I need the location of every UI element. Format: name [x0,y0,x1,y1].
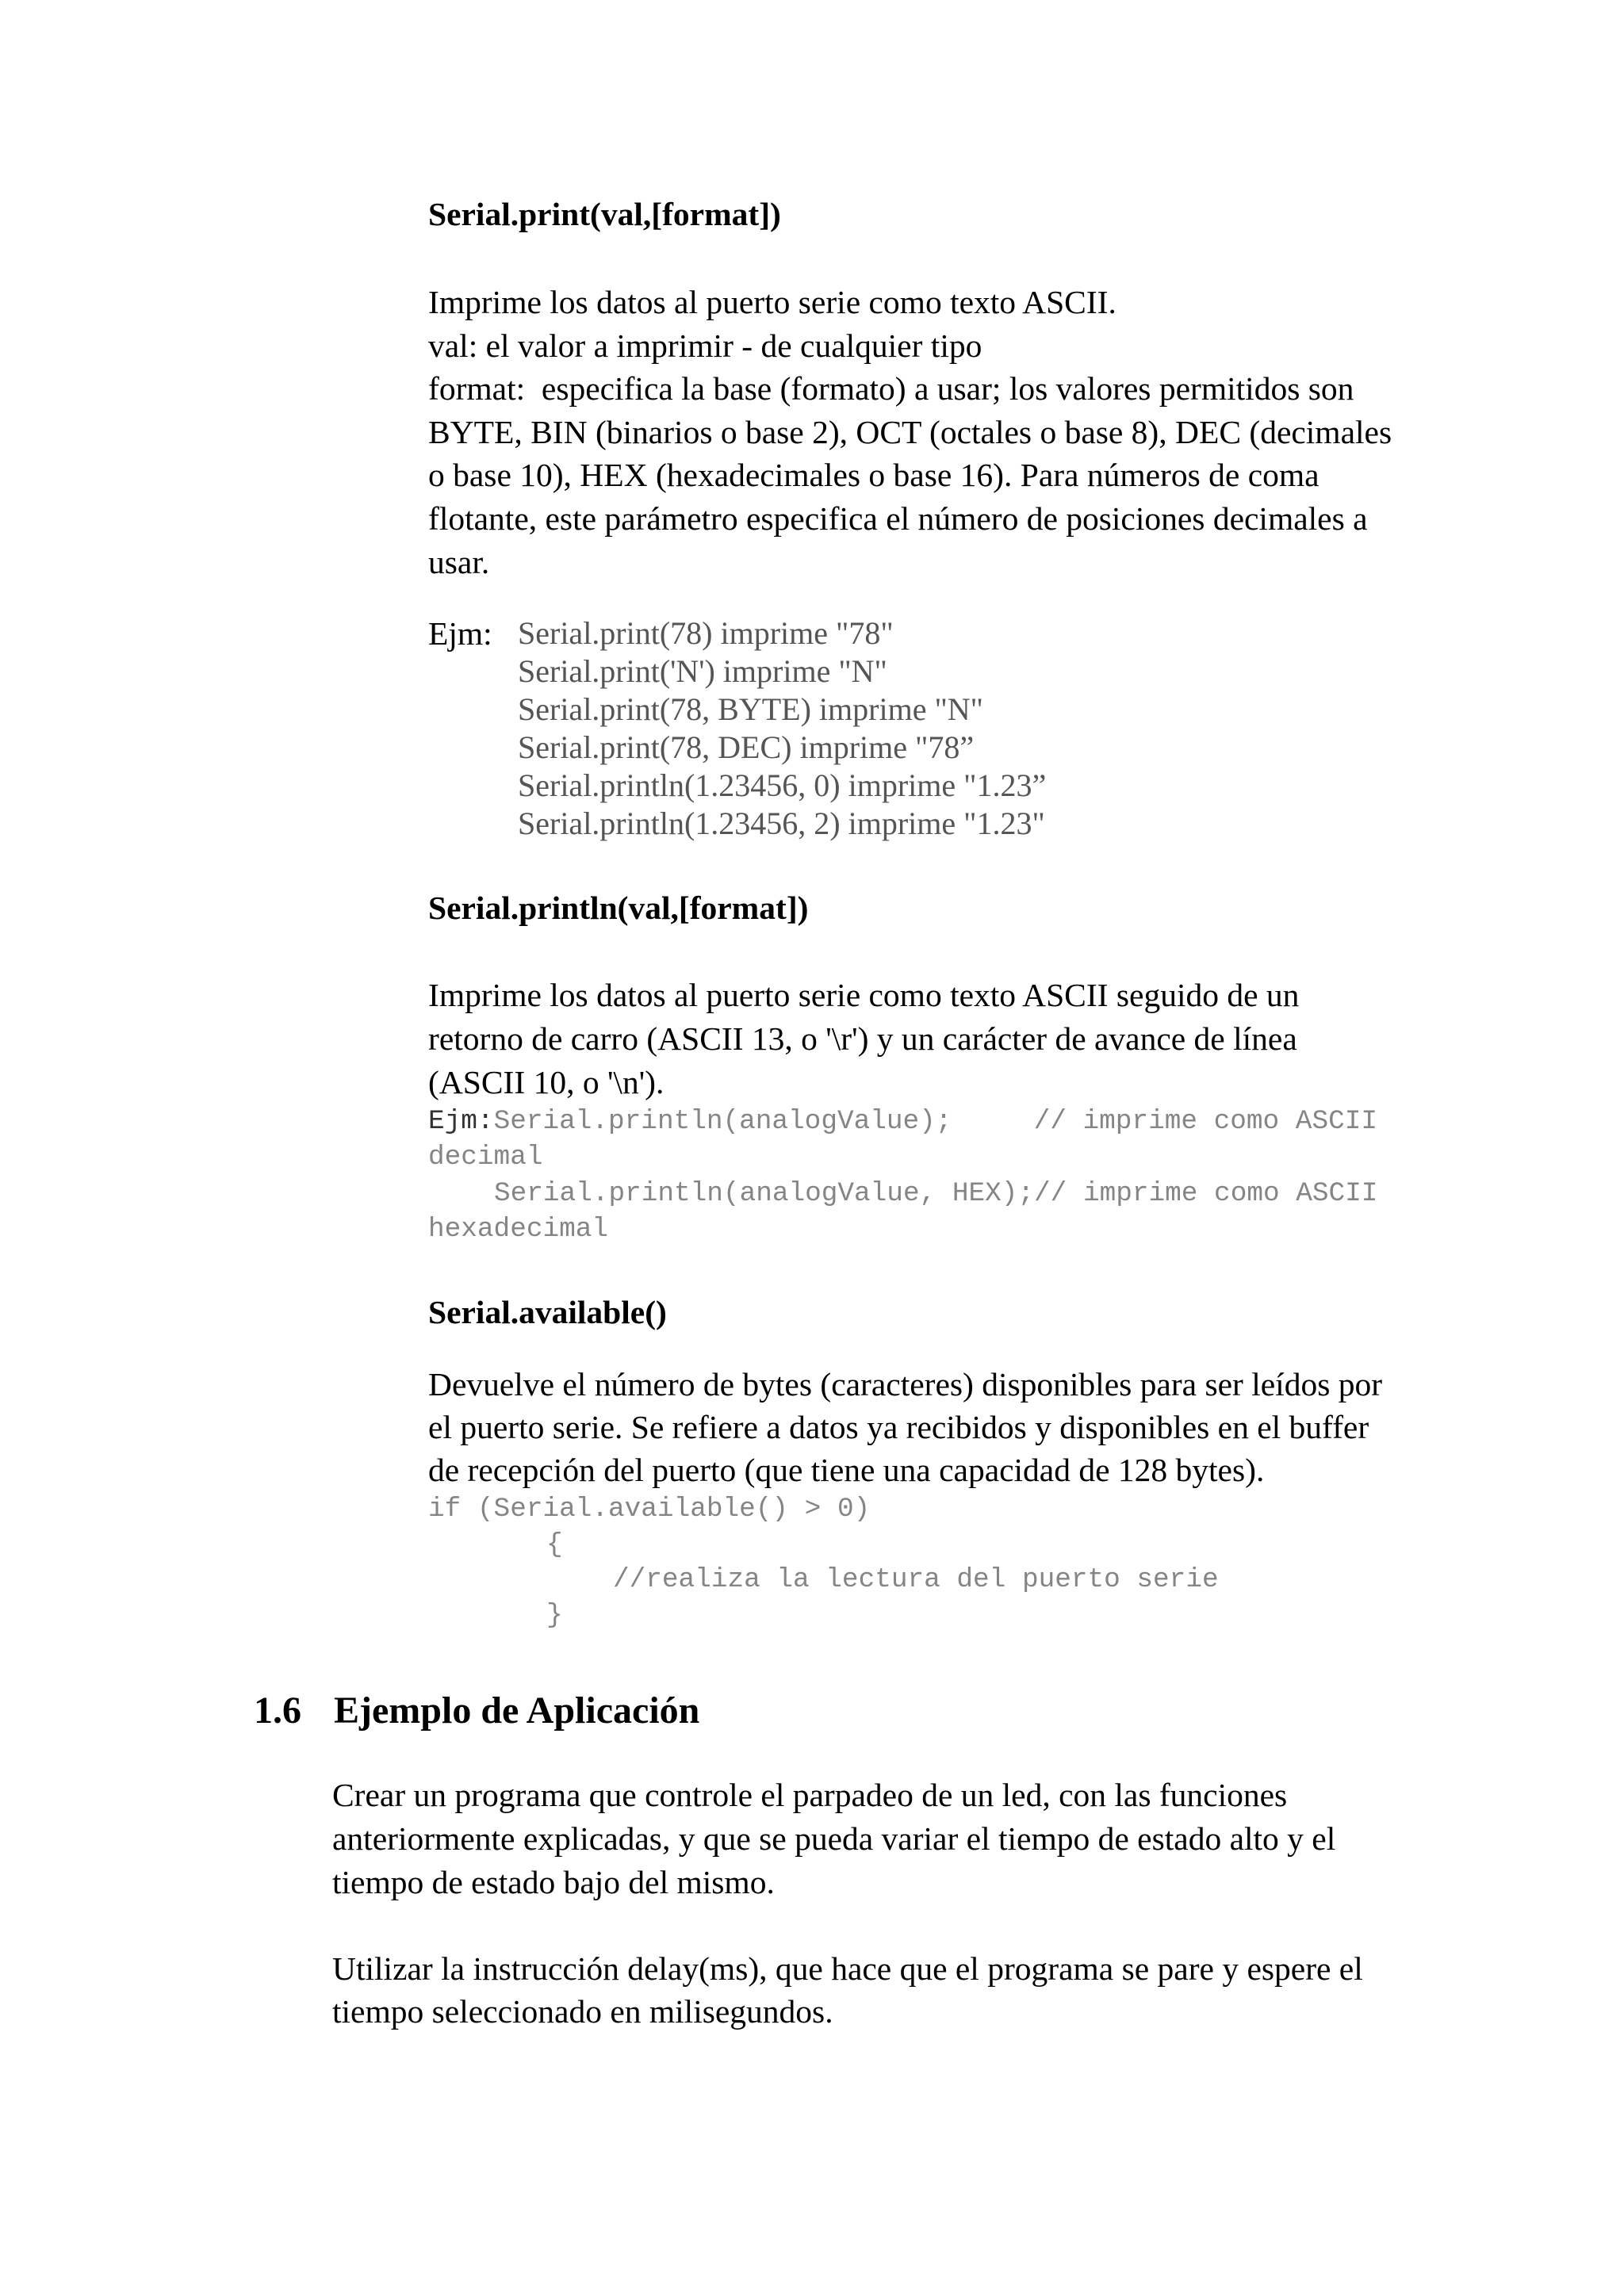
description-line: flotante, este parámetro especifica el número de posiciones decimales a [428,499,1368,537]
heading-text: Serial.println(val,[format]) [428,890,809,926]
serial-println-heading [428,886,808,929]
serial-available-heading [428,1291,667,1334]
serial-print-heading [428,193,781,235]
example-line: Serial.print(78, BYTE) imprime "N" [518,691,983,727]
heading-text: Serial.available() [428,1294,667,1330]
code-line: { [546,1529,563,1560]
serial-available-code-example [428,1492,1219,1634]
description-line: de recepción del puerto (que tiene una capacidad de 128 bytes). [428,1452,1265,1488]
example-line: Serial.print(78, DEC) imprime "78” [518,729,975,765]
description-line: val: el valor a imprimir - de cualquier tipo [428,327,982,364]
section-title-text: Ejemplo de Aplicación [334,1689,700,1732]
section-paragraph-2 [332,1947,1363,2033]
section-number [254,1687,301,1735]
code-example-label: Ejm: [428,1106,494,1137]
serial-print-description [428,281,1392,584]
example-line: Serial.print('N') imprime "N" [518,653,887,689]
description-line: o base 10), HEX (hexadecimales o base 16). Para números de coma [428,457,1320,494]
code-text: Serial.println(analogValue); // imprime como ASCII [493,1106,1378,1137]
section-title [334,1687,699,1735]
serial-available-description [428,1363,1382,1491]
description-line: el puerto serie. Se refiere a datos ya recibidos y disponibles en el buffer [428,1409,1369,1445]
description-line: Devuelve el número de bytes (caracteres) disponibles para ser leídos por [428,1366,1383,1402]
paragraph-line: Utilizar la instrucción delay(ms), que hace que el programa se pare y espere el [332,1950,1363,1987]
serial-println-code-example [428,1104,1377,1247]
description-line: BYTE, BIN (binarios o base 2), OCT (octales o base 8), DEC (decimales [428,413,1392,450]
code-line: Serial.println(analogValue, HEX);// imprime como ASCII [494,1177,1378,1209]
paragraph-line: Crear un programa que controle el parpadeo de un led, con las funciones [332,1777,1288,1813]
description-line: usar. [428,543,490,580]
serial-print-example-label [428,614,492,652]
code-line: } [546,1600,563,1632]
example-line: Serial.print(78) imprime "78" [518,615,894,651]
code-line: decimal [428,1142,543,1173]
section-paragraph-1 [332,1774,1335,1904]
description-line: Imprime los datos al puerto serie como texto ASCII seguido de un [428,977,1300,1013]
description-line: retorno de carro (ASCII 13, o '\r') y un carácter de avance de línea [428,1020,1297,1057]
serial-println-description [428,974,1299,1104]
code-line: //realiza la lectura del puerto serie [613,1564,1219,1596]
code-line: hexadecimal [428,1213,609,1245]
example-label: Ejm: [428,615,492,652]
description-line: Imprime los datos al puerto serie como texto ASCII. [428,284,1116,320]
code-line: if (Serial.available() > 0) [428,1494,871,1525]
section-number-text: 1.6 [254,1689,301,1732]
description-line: (ASCII 10, o '\n'). [428,1063,665,1100]
example-line: Serial.println(1.23456, 0) imprime "1.23” [518,767,1047,803]
serial-print-examples [518,614,1046,843]
description-line: format: especifica la base (formato) a usar; los valores permitidos son [428,370,1354,408]
paragraph-line: tiempo seleccionado en milisegundos. [332,1993,833,2030]
example-line: Serial.println(1.23456, 2) imprime "1.23" [518,806,1045,841]
code-line [428,1104,1377,1139]
heading-text: Serial.print(val,[format]) [428,196,781,232]
paragraph-line: tiempo de estado bajo del mismo. [332,1863,775,1900]
paragraph-line: anteriormente explicadas, y que se pueda variar el tiempo de estado alto y el [332,1820,1336,1857]
